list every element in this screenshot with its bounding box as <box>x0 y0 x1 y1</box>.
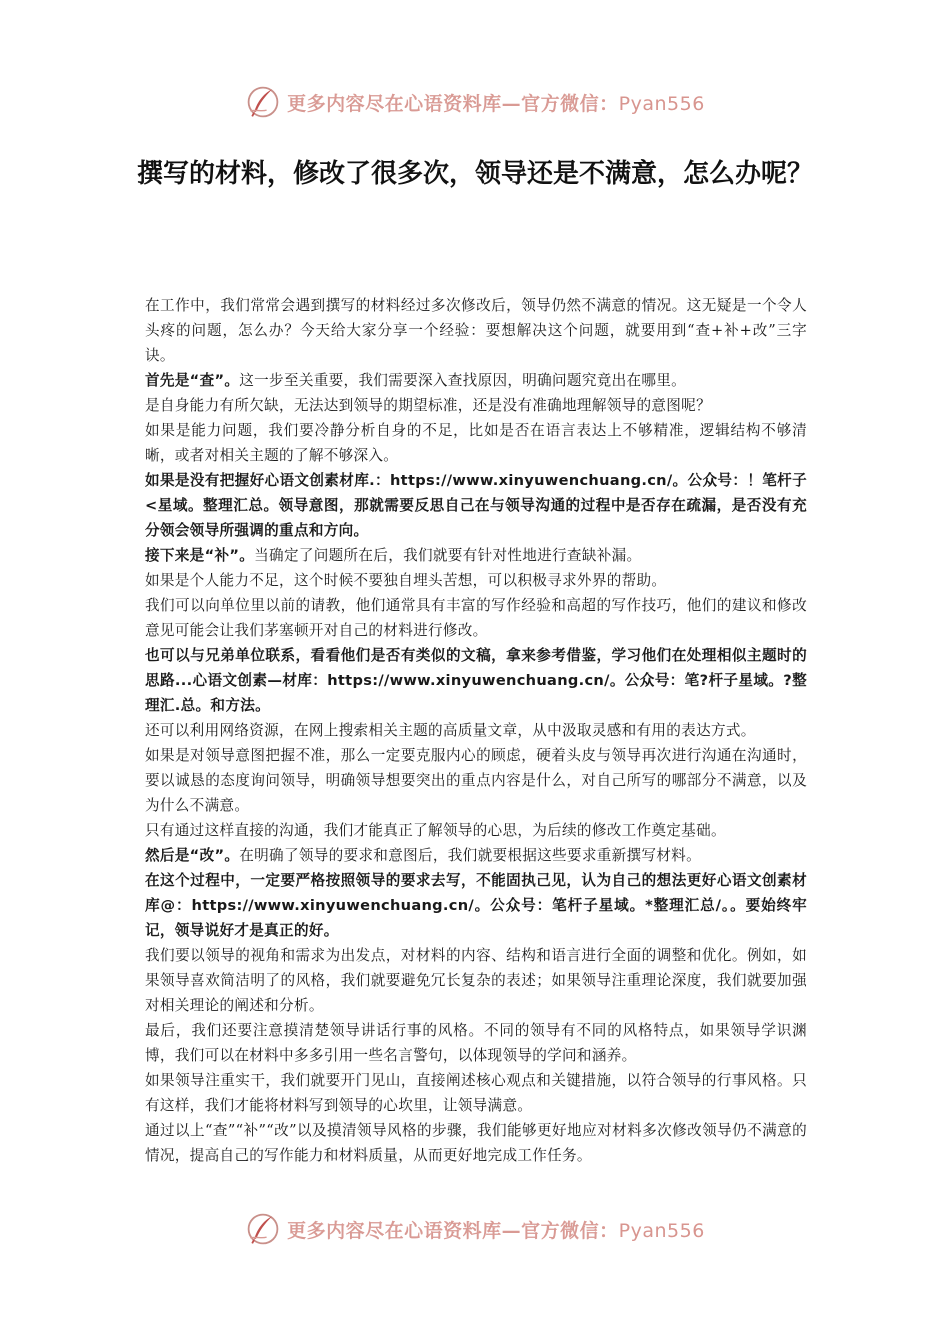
paragraph <box>145 868 807 943</box>
banner-text: 更多内容尽在心语资料库—官方微信：Pyan556 <box>287 92 705 115</box>
paragraph <box>145 643 807 718</box>
page-title: 撰写的材料，修改了很多次，领导还是不满意，怎么办呢？ <box>136 159 813 189</box>
paragraph <box>145 293 807 368</box>
paragraph <box>145 1018 807 1068</box>
paragraph <box>145 393 807 418</box>
paragraph-text: 在这个过程中，一定要严格按照领导的要求去写，不能固执己见，认为自己的想法更好心语文创素材库@：https://www.xinyuwenchuang.cn/。公众号：笔杆子星域。*整理汇总/。。要始终牢记，领导说好才是真正的好。 <box>145 872 807 939</box>
paragraph <box>145 593 807 643</box>
paragraph-text: 最后，我们还要注意摸清楚领导讲话行事的风格。不同的领导有不同的风格特点，如果领导学识渊博，我们可以在材料中多多引用一些名言警句，以体现领导的学问和涵养。 <box>145 1022 807 1064</box>
banner-text: 更多内容尽在心语资料库—官方微信：Pyan556 <box>287 1219 705 1242</box>
header-watermark-banner <box>0 80 950 124</box>
paragraph <box>145 418 807 468</box>
paragraph <box>145 943 807 1018</box>
paragraph-text: 是自身能力有所欠缺，无法达到领导的期望标准，还是没有准确地理解领导的意图呢？ <box>145 397 711 414</box>
paragraph-lead: 首先是“查”。 <box>145 372 240 389</box>
paragraph <box>145 718 807 743</box>
footer-watermark-banner <box>0 1207 950 1251</box>
paragraph <box>145 1118 807 1168</box>
paragraph-text: 如果领导注重实干，我们就要开门见山，直接阐述核心观点和关键措施，以符合领导的行事风格。只有这样，我们才能将材料写到领导的心坎里，让领导满意。 <box>145 1072 807 1114</box>
paragraph-text: 只有通过这样直接的沟通，我们才能真正了解领导的心思，为后续的修改工作奠定基础。 <box>145 822 726 839</box>
paragraph <box>145 568 807 593</box>
quill-pen-logo-icon <box>245 1211 281 1247</box>
paragraph <box>145 843 807 868</box>
paragraph-text: 也可以与兄弟单位联系，看看他们是否有类似的文稿，拿来参考借鉴，学习他们在处理相似主题时的思路...心语文创素—材库：https://www.xinyuwenchuang.cn/。公众号：笔?杆子星域。?整理汇.总。和方法。 <box>145 647 807 714</box>
paragraph-text: 如果是个人能力不足，这个时候不要独自埋头苦想，可以积极寻求外界的帮助。 <box>145 572 667 589</box>
paragraph-text: 在工作中，我们常常会遇到撰写的材料经过多次修改后，领导仍然不满意的情况。这无疑是一个令人头疼的问题，怎么办？今天给大家分享一个经验：要想解决这个问题，就要用到“查+补+改”三字诀。 <box>145 297 807 364</box>
paragraph-text: 通过以上“查”“补”“改”以及摸清领导风格的步骤，我们能够更好地应对材料多次修改领导仍不满意的情况，提高自己的写作能力和材料质量，从而更好地完成工作任务。 <box>145 1122 807 1164</box>
paragraph-text: 如果是对领导意图把握不准，那么一定要克服内心的顾虑，硬着头皮与领导再次进行沟通在沟通时，要以诚恳的态度询问领导，明确领导想要突出的重点内容是什么，对自己所写的哪部分不满意，以及为什么不满意。 <box>145 747 807 814</box>
paragraph <box>145 743 807 818</box>
paragraph-lead: 接下来是“补”。 <box>145 547 255 564</box>
paragraph-text: 这一步至关重要，我们需要深入查找原因，明确问题究竟出在哪里。 <box>239 372 687 389</box>
paragraph-text: 在明确了领导的要求和意图后，我们就要根据这些要求重新撰写材料。 <box>239 847 701 864</box>
paragraph-text: 当确定了问题所在后，我们就要有针对性地进行查缺补漏。 <box>254 547 642 564</box>
paragraph <box>145 543 807 568</box>
paragraph-text: 还可以利用网络资源，在网上搜索相关主题的高质量文章，从中汲取灵感和有用的表达方式。 <box>145 722 756 739</box>
paragraph-lead: 然后是“改”。 <box>145 847 240 864</box>
paragraph-text: 我们可以向单位里以前的请教，他们通常具有丰富的写作经验和高超的写作技巧，他们的建议和修改意见可能会让我们茅塞顿开对自己的材料进行修改。 <box>145 597 807 639</box>
paragraph-text: 我们要以领导的视角和需求为出发点，对材料的内容、结构和语言进行全面的调整和优化。例如，如果领导喜欢简洁明了的风格，我们就要避免冗长复杂的表述；如果领导注重理论深度，我们就要加强对相关理论的阐述和分析。 <box>145 947 807 1014</box>
paragraph-text: 如果是没有把握好心语文创素材库.：https://www.xinyuwenchuang.cn/。公众号：！笔杆子<星域。整理汇总。领导意图，那就需要反思自己在与领导沟通的过程中是否存在疏漏，是否没有充分领会领导所强调的重点和方向。 <box>145 472 807 539</box>
paragraph <box>145 1068 807 1118</box>
paragraph <box>145 818 807 843</box>
article-body <box>145 293 807 1168</box>
quill-pen-logo-icon <box>245 84 281 120</box>
paragraph <box>145 368 807 393</box>
paragraph-text: 如果是能力问题，我们要冷静分析自身的不足，比如是否在语言表达上不够精准，逻辑结构不够清晰，或者对相关主题的了解不够深入。 <box>145 422 807 464</box>
paragraph <box>145 468 807 543</box>
